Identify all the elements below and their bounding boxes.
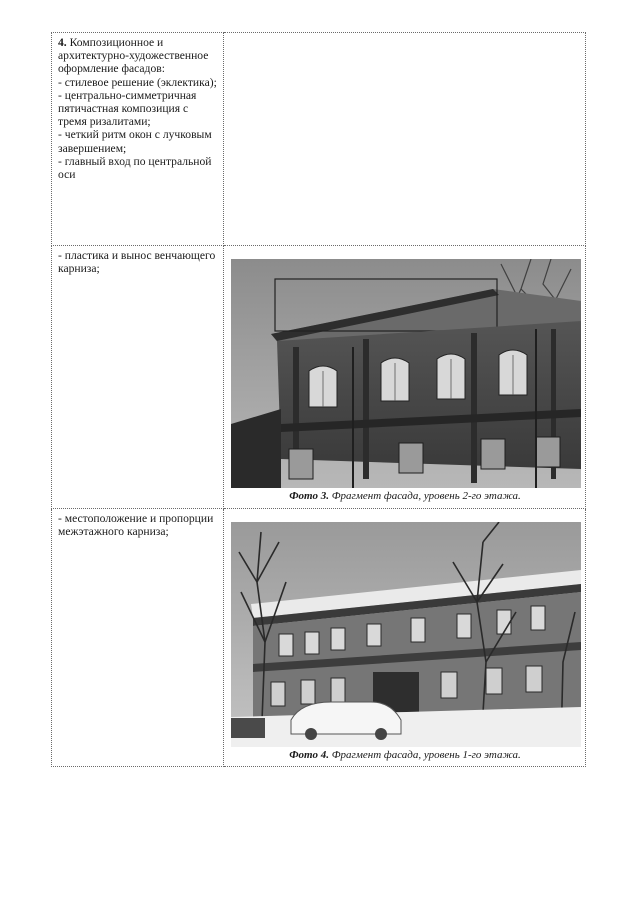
table-row [52, 509, 586, 767]
document-table [51, 32, 586, 767]
item-number: 4. [58, 36, 67, 49]
photo-label: Фото 3. [289, 490, 329, 502]
list-item: - стилевое решение (эклектика); [58, 75, 217, 89]
table-row [52, 33, 586, 246]
photo-caption-text: Фрагмент фасада, уровень 2-го этажа. [331, 490, 521, 502]
table-row [52, 246, 586, 509]
facade-photo-3 [231, 259, 581, 488]
criteria-cell [52, 509, 224, 767]
criteria-cell [52, 33, 224, 246]
photo-caption [231, 490, 579, 503]
criteria-text: - пластика и вынос венчающего карниза; [58, 249, 216, 276]
list-item: - главный вход по центральной оси [58, 154, 212, 182]
criteria-heading [58, 36, 217, 76]
criteria-text: - местоположение и пропорции межэтажного карниза; [58, 512, 214, 539]
criteria-text [52, 33, 223, 184]
photo-label: Фото 4. [289, 749, 329, 761]
photo-caption [231, 749, 579, 762]
photo-caption-text: Фрагмент фасада, уровень 1-го этажа. [331, 749, 521, 761]
list-item: - центрально-симметричная пятичастная композиция с тремя ризалитами; [58, 88, 197, 129]
heading-text: Композиционное и архитектурно-художественное оформление фасадов: [58, 36, 209, 76]
list-item: - четкий ритм окон с лучковым завершением; [58, 128, 212, 155]
photo-cell [224, 509, 586, 767]
photo-cell [224, 246, 586, 509]
empty-cell [224, 33, 586, 246]
facade-photo-4 [231, 522, 581, 747]
criteria-cell [52, 246, 224, 509]
